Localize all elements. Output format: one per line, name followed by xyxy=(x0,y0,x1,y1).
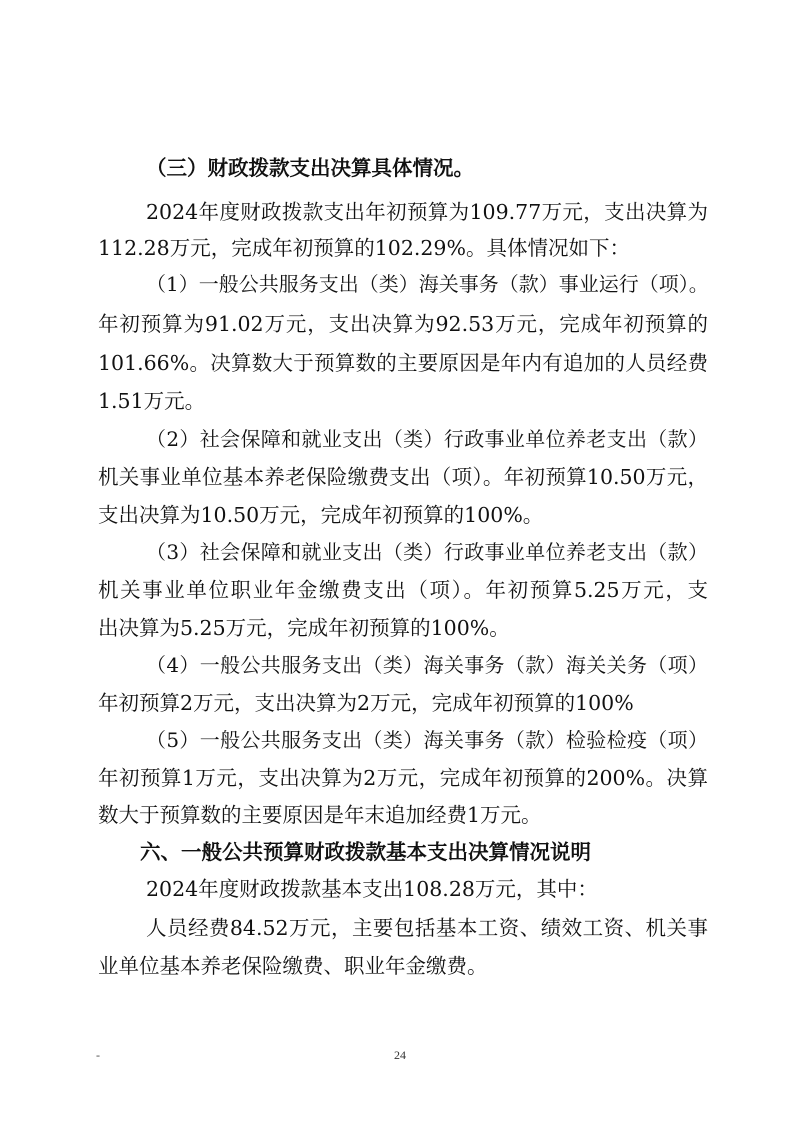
item1-line-4: 1.51万元。 xyxy=(98,389,206,413)
intro-line-2: 112.28万元，完成年初预算的102.29%。具体情况如下： xyxy=(98,236,630,260)
item2-line-1: （2）社会保障和就业支出（类）行政事业单位养老支出（款） xyxy=(146,427,708,451)
item4-line-1: （4）一般公共服务支出（类）海关事务（款）海关关务（项） xyxy=(146,653,708,677)
item5-line-1: （5）一般公共服务支出（类）海关事务（款）检验检疫（项） xyxy=(146,728,708,752)
item3-line-1: （3）社会保障和就业支出（类）行政事业单位养老支出（款） xyxy=(146,540,708,564)
section6-heading: 六、一般公共预算财政拨款基本支出决算情况说明 xyxy=(140,840,591,864)
item5-line-2: 年初预算1万元，支出决算为2万元，完成年初预算的200%。决算 xyxy=(98,766,708,790)
footer-dash: - xyxy=(96,1048,100,1062)
section6-line-3: 业单位基本养老保险缴费、职业年金缴费。 xyxy=(98,954,488,978)
page-number: 24 xyxy=(394,1048,406,1062)
item1-line-3: 101.66%。决算数大于预算数的主要原因是年内有追加的人员经费 xyxy=(98,351,708,375)
item4-line-2: 年初预算2万元，支出决算为2万元，完成年初预算的100% xyxy=(98,691,634,715)
item1-line-1: （1）一般公共服务支出（类）海关事务（款）事业运行（项）。 xyxy=(146,272,709,296)
item2-line-2: 机关事业单位基本养老保险缴费支出（项）。年初预算10.50万元， xyxy=(98,465,708,489)
item5-line-3: 数大于预算数的主要原因是年末追加经费1万元。 xyxy=(98,803,542,827)
item3-line-2: 机关事业单位职业年金缴费支出（项）。年初预算5.25万元，支 xyxy=(98,578,708,602)
item1-line-2: 年初预算为91.02万元，支出决算为92.53万元，完成年初预算的 xyxy=(98,312,708,336)
item2-line-3: 支出决算为10.50万元，完成年初预算的100%。 xyxy=(98,503,544,527)
section-heading: （三）财政拨款支出决算具体情况。 xyxy=(146,156,474,180)
intro-line-1: 2024年度财政拨款支出年初预算为109.77万元，支出决算为 xyxy=(146,200,708,224)
item3-line-3: 出决算为5.25万元，完成年初预算的100%。 xyxy=(98,616,510,640)
section6-line-2: 人员经费84.52万元，主要包括基本工资、绩效工资、机关事 xyxy=(146,916,708,940)
section6-line-1: 2024年度财政拨款基本支出108.28万元，其中： xyxy=(146,877,598,901)
